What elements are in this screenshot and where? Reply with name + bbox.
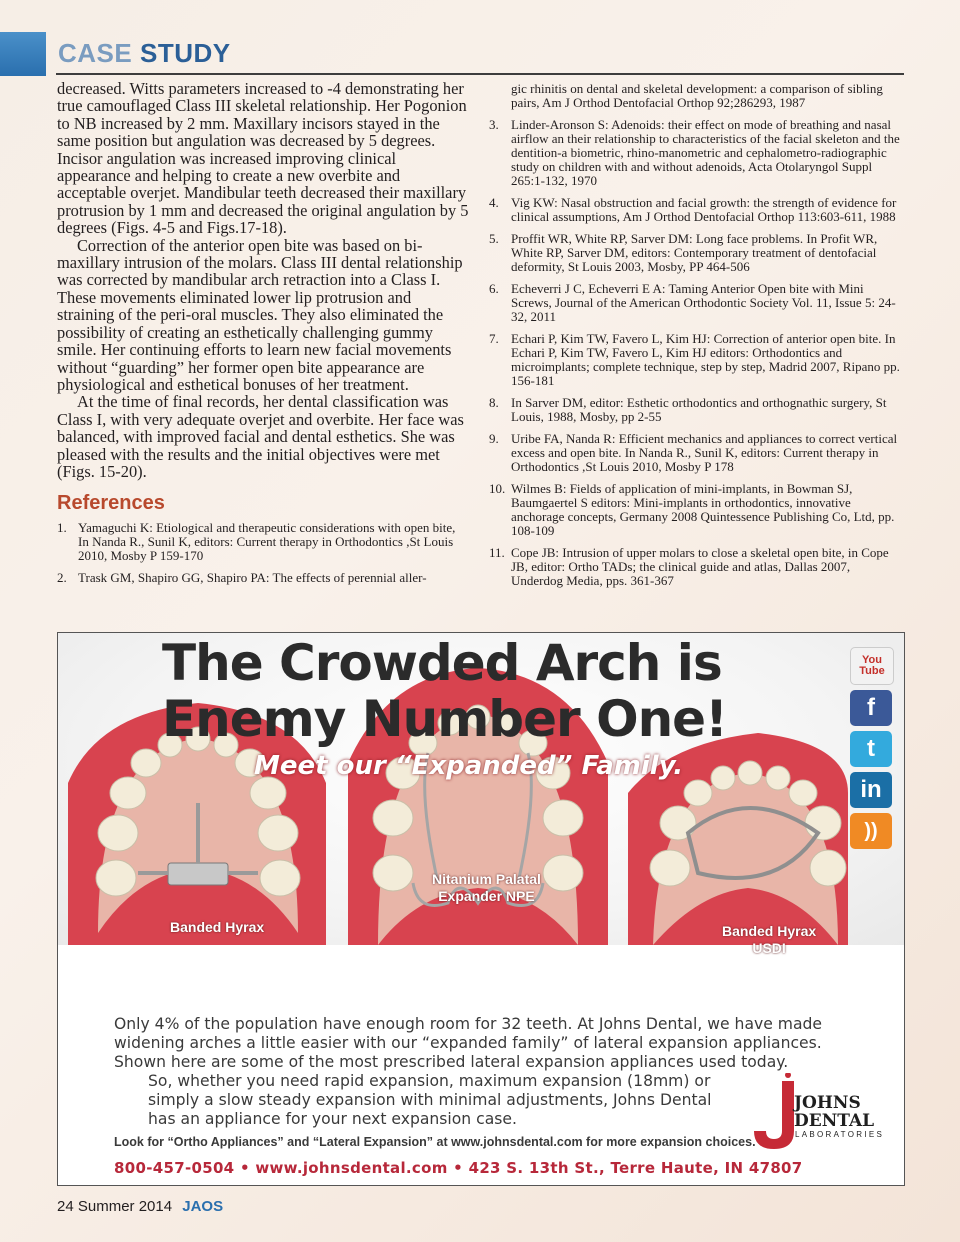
- label-text: Nitanium Palatal: [432, 871, 541, 887]
- reference-text: In Sarver DM, editor: Esthetic orthodontics and orthognathic surgery, St Louis, 1988, Mosby, pp 2-55: [511, 395, 887, 424]
- reference-list-left: [57, 521, 469, 585]
- body-paragraph: decreased. Witts parameters increased to -4 demonstrating her true camouflaged Class III skeletal relationship. Her Pogonion to NB increased by 2 mm. Maxillary incisors stayed in the same position but angulation was decreased by 5 degrees. Incisor angulation was increased improving clinical appearance and helping to create a new overbite and acceptable overjet. Mandibular teeth decreased their maxillary protrusion by 1 mm and decreased the original angulation by 5 degrees (Figs. 4-5 and Figs.17-18).: [57, 79, 469, 238]
- logo-j-mark: [754, 1081, 794, 1149]
- rss-icon[interactable]: )): [850, 813, 892, 849]
- reference-item: [489, 546, 905, 588]
- reference-number: 11.: [489, 545, 505, 560]
- reference-number: 6.: [489, 281, 499, 296]
- section-title: [58, 38, 231, 69]
- reference-number: 2.: [57, 570, 67, 586]
- reference-text: Linder-Aronson S: Adenoids: their effect on mode of breathing and nasal airflow an their relationship to characteristics of the facial skeleton and the dentition-a biometric, rhino-manometric and cephalometro-radiographic study on children with and without adenoids, Acta Otolaryngol Suppl 265:1-132, 1970: [511, 117, 900, 188]
- body-paragraph: At the time of final records, her dental classification was Class I, with very adequate overjet and overbite. Her face was balanced, with improved facial and dental esthetics. She was pleased with the results and the initial objectives were met (Figs. 15-20).: [57, 392, 464, 481]
- ad-contact-line[interactable]: 800-457-0504 • www.johnsdental.com • 423 S. 13th St., Terre Haute, IN 47807: [114, 1159, 803, 1177]
- reference-item: [489, 396, 905, 424]
- references-heading: References: [57, 492, 165, 515]
- header-accent-tab: [0, 32, 46, 76]
- reference-text: Uribe FA, Nanda R: Efficient mechanics and appliances to correct vertical excess and open bite. In Nanda R., Sunil K, editors: Current therapy in Orthodontics ,St Louis 2010, Mosby P 178: [511, 431, 898, 474]
- ad-headline: [162, 635, 727, 747]
- issue-label: Summer 2014: [77, 1198, 173, 1215]
- ad-body-paragraph: Only 4% of the population have enough room for 32 teeth. At Johns Dental, we have made widening arches a little easier with our “expanded family” of lateral expansion appliances. Shown here are some of the most prescribed lateral expansion appliances used today.: [114, 1015, 823, 1071]
- reference-number: 4.: [489, 195, 499, 210]
- reference-number: 3.: [489, 117, 499, 132]
- logo-line: JOHNS: [794, 1093, 861, 1113]
- social-icons: [850, 647, 894, 854]
- twitter-icon[interactable]: t: [850, 731, 892, 767]
- reference-continued: gic rhinitis on dental and skeletal development: a comparison of sibling pairs, Am J Orthod Dentofacial Orthop 92;286293, 1987: [511, 81, 883, 110]
- reference-text: Cope JB: Intrusion of upper molars to close a skeletal open bite, in Cope JB, editor: Ortho TADs; the clinical guide and atlas, Dallas 2007, Underdog Media, pps. 361-367: [511, 545, 889, 588]
- ad-subheadline: Meet our “Expanded” Family.: [254, 751, 684, 781]
- reference-list-right: [489, 118, 905, 588]
- facebook-icon[interactable]: f: [850, 690, 892, 726]
- left-expander-screw: [168, 863, 228, 885]
- reference-number: 5.: [489, 231, 499, 246]
- reference-number: 10.: [489, 481, 506, 496]
- reference-text: Echari P, Kim TW, Favero L, Kim HJ: Correction of anterior open bite. In Echari P, Kim TW, Favero L, Kim HJ editors: Orthodontics and microimplants; complete technique, step by step, Madrid 2007, Ripano pp. 156-181: [511, 331, 900, 388]
- reference-item: [489, 482, 905, 538]
- label-banded-hyrax: [170, 919, 264, 936]
- header-rule: [56, 73, 904, 75]
- reference-item: [489, 118, 905, 188]
- reference-number: 9.: [489, 431, 499, 446]
- ad-body-paragraph: So, whether you need rapid expansion, maximum expansion (18mm) or simply a slow steady expansion with minimal adjustments, Johns Dental has an appliance for your next expansion case.: [148, 1072, 712, 1128]
- reference-item: [57, 521, 469, 563]
- reference-item: [489, 196, 905, 224]
- label-banded-hyrax-usdi: [722, 923, 816, 957]
- advertisement: [57, 632, 905, 1186]
- left-column: [57, 80, 469, 593]
- reference-number: 7.: [489, 331, 499, 346]
- ad-headline-line: Enemy Number One!: [162, 690, 727, 748]
- logo-wordmark: [794, 1094, 874, 1130]
- logo-line: DENTAL: [794, 1111, 875, 1131]
- reference-text: Echeverri J C, Echeverri E A: Taming Anterior Open bite with Mini Screws, Journal of the American Orthodontic Society Vol. 11, Issue 5: 24-32, 2011: [511, 281, 896, 324]
- label-npe: [432, 871, 541, 905]
- label-text: Expander NPE: [438, 888, 535, 904]
- youtube-icon-text: You: [862, 654, 882, 666]
- reference-item: [489, 282, 905, 324]
- reference-number: 8.: [489, 395, 499, 410]
- section-title-case: CASE: [58, 38, 133, 68]
- label-text: USDI: [752, 940, 786, 956]
- label-text: Banded Hyrax: [722, 923, 817, 939]
- logo-j-dot: [785, 1073, 791, 1078]
- reference-item: [489, 232, 905, 274]
- youtube-icon[interactable]: [850, 647, 894, 685]
- right-column: [489, 82, 905, 596]
- ad-headline-line: The Crowded Arch is: [162, 634, 722, 692]
- page-number: 24: [57, 1198, 74, 1215]
- reference-item: [489, 432, 905, 474]
- reference-text: Yamaguchi K: Etiological and therapeutic considerations with open bite, In Nanda R., Sunil K, editors: Current therapy in Orthodontics ,St Louis 2010, Mosby P 159-170: [78, 520, 456, 564]
- section-title-study: STUDY: [139, 38, 231, 68]
- reference-text: Vig KW: Nasal obstruction and facial growth: the strength of evidence for clinical assumptions, Am J Orthod Dentofacial Orthop 113:603-611, 1988: [511, 195, 897, 224]
- journal-name: JAOS: [182, 1198, 224, 1215]
- reference-text: Trask GM, Shapiro GG, Shapiro PA: The effects of perennial aller-: [78, 570, 427, 586]
- youtube-icon-text: Tube: [859, 665, 885, 677]
- label-text: Banded Hyrax: [170, 919, 265, 935]
- linkedin-icon[interactable]: in: [850, 772, 892, 808]
- ad-look-for: Look for “Ortho Appliances” and “Lateral Expansion” at www.johnsdental.com for more expansion choices.: [114, 1135, 756, 1149]
- body-paragraph: Correction of the anterior open bite was based on bi-maxillary intrusion of the molars. Class III dental relationship was corrected by mandibular arch retraction into a Class I. These movements eliminated lower lip protrusion and straining of the peri-oral muscles. They also eliminated the possibility of creating an esthetically challenging gummy smile. Her continuing efforts to learn new facial movements without “guarding” her former open bite appearance are physiological and esthetical bonuses of her treatment.: [57, 235, 463, 394]
- reference-number: 1.: [57, 520, 67, 536]
- logo-subtitle: LABORATORIES: [795, 1130, 885, 1139]
- reference-text: Wilmes B: Fields of application of mini-implants, in Bowman SJ, Baumgaertel S editors: Mini-implants in orthodontics, innovative anchorage concepts, Germany 2008 Quintessence Publishing Co, Ltd, pp. 108-109: [511, 481, 895, 538]
- reference-item: [489, 332, 905, 388]
- reference-item: [57, 571, 469, 585]
- reference-text: Proffit WR, White RP, Sarver DM: Long face problems. In Profit WR, White RP, Sarver DM, editors: Contemporary treatment of dentofacial deformity, St Louis 2003, Mosby, PP 464-506: [511, 231, 878, 274]
- page-footer: [57, 1198, 223, 1215]
